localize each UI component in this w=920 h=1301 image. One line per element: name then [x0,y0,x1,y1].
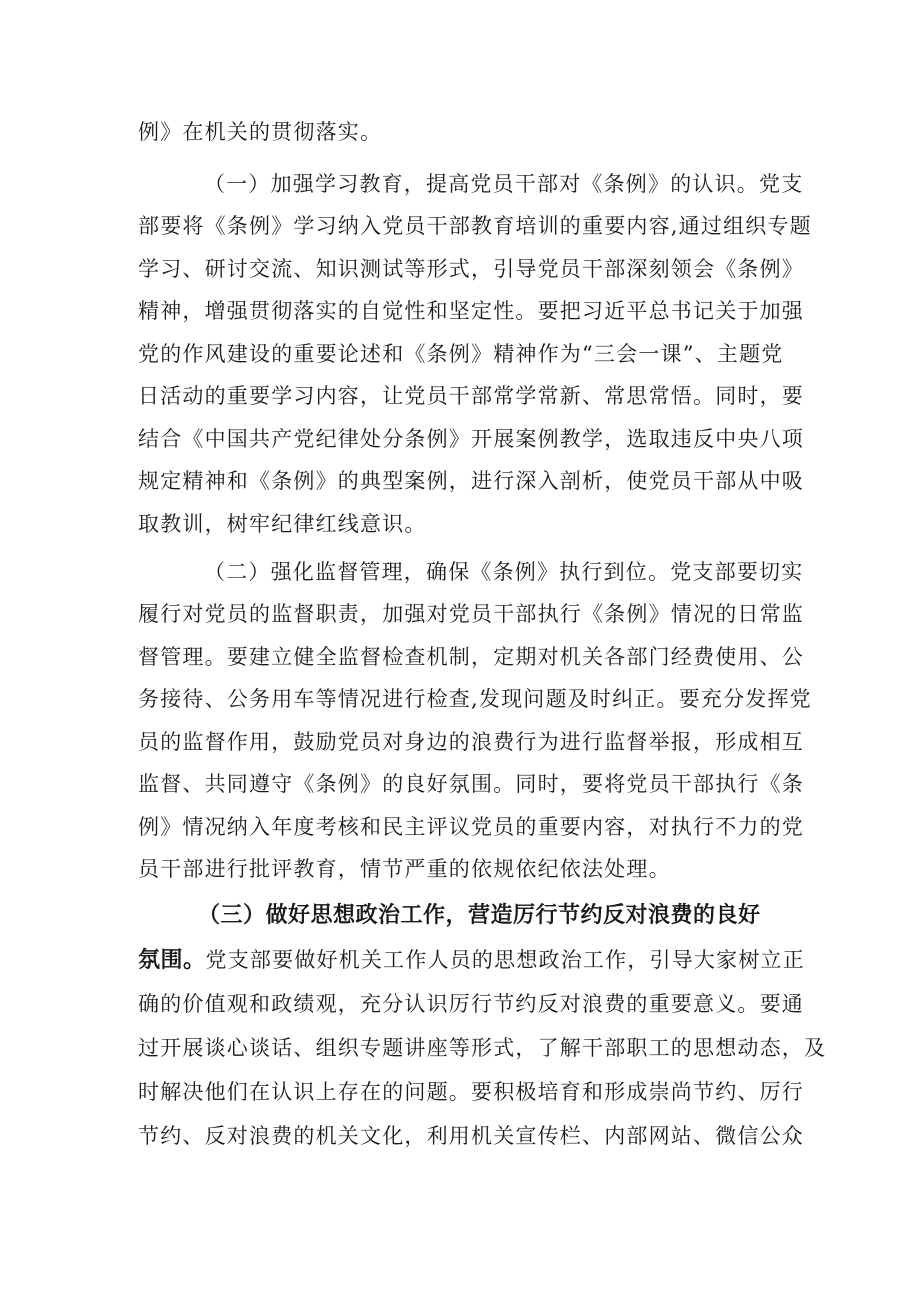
text-line: 确的价值观和政绩观，充分认识厉行节约反对浪费的重要意义。要通 [138,992,804,1016]
text-line: 务接待、公务用车等情况进行检查,发现问题及时纠正。要充分发挥党 [138,687,812,711]
text-line [138,946,805,975]
text-line: 节约、反对浪费的机关文化，利用机关宣传栏、内部网站、微信公众 [138,1124,804,1148]
text-line: 日活动的重要学习内容，让党员干部常学常新、常思常悟。同时，要 [138,384,804,408]
text-line: 督管理。要建立健全监督检查机制，定期对机关各部门经费使用、公 [138,645,804,669]
text-line: 过开展谈心谈话、组织专题讲座等形式，了解干部职工的思想动态，及 [138,1036,827,1060]
text-line: 例》情况纳入年度考核和民主评议党员的重要内容，对执行不力的党 [138,815,804,839]
text-line: 党的作风建设的重要论述和《条例》精神作为“三会一课”、主题党 [138,342,784,366]
text-line: 取教训，树牢纪律红线意识。 [138,512,427,536]
text-line: （二）强化监督管理，确保《条例》执行到位。党支部要切实 [204,560,804,584]
text-line: 结合《中国共产党纪律处分条例》开展案例教学，选取违反中央八项 [138,427,804,451]
text-line: 精神，增强贯彻落实的自觉性和坚定性。要把习近平总书记关于加强 [138,299,804,323]
text-line: 履行对党员的监督职责，加强对党员干部执行《条例》情况的日常监 [138,602,804,626]
text-line: 员的监督作用，鼓励党员对身边的浪费行为进行监督举报，形成相互 [138,730,804,754]
text-span: 党支部要做好机关工作人员的思想政治工作，引导大家树立正 [205,948,805,972]
text-line: 员干部进行批评教育，情节严重的依规依纪依法处理。 [138,857,671,881]
text-line: （一）加强学习教育，提高党员干部对《条例》的认识。党支 [204,172,804,196]
text-line: 监督、共同遵守《条例》的良好氛围。同时，要将党员干部执行《条 [138,772,804,796]
text-line: 例》在机关的贯彻落实。 [138,120,383,144]
text-line: 时解决他们在认识上存在的问题。要积极培育和形成崇尚节约、厉行 [138,1080,804,1104]
section-heading-end: 氛围。 [138,948,206,973]
text-line: 规定精神和《条例》的典型案例，进行深入剖析，使党员干部从中吸 [138,469,804,493]
text-line: 部要将《条例》学习纳入党员干部教育培训的重要内容,通过组织专题 [138,214,812,238]
section-heading: （三）做好思想政治工作，营造厉行节约反对浪费的良好 [198,903,761,928]
text-line: 学习、研讨交流、知识测试等形式，引导党员干部深刻领会《条例》 [138,257,804,281]
